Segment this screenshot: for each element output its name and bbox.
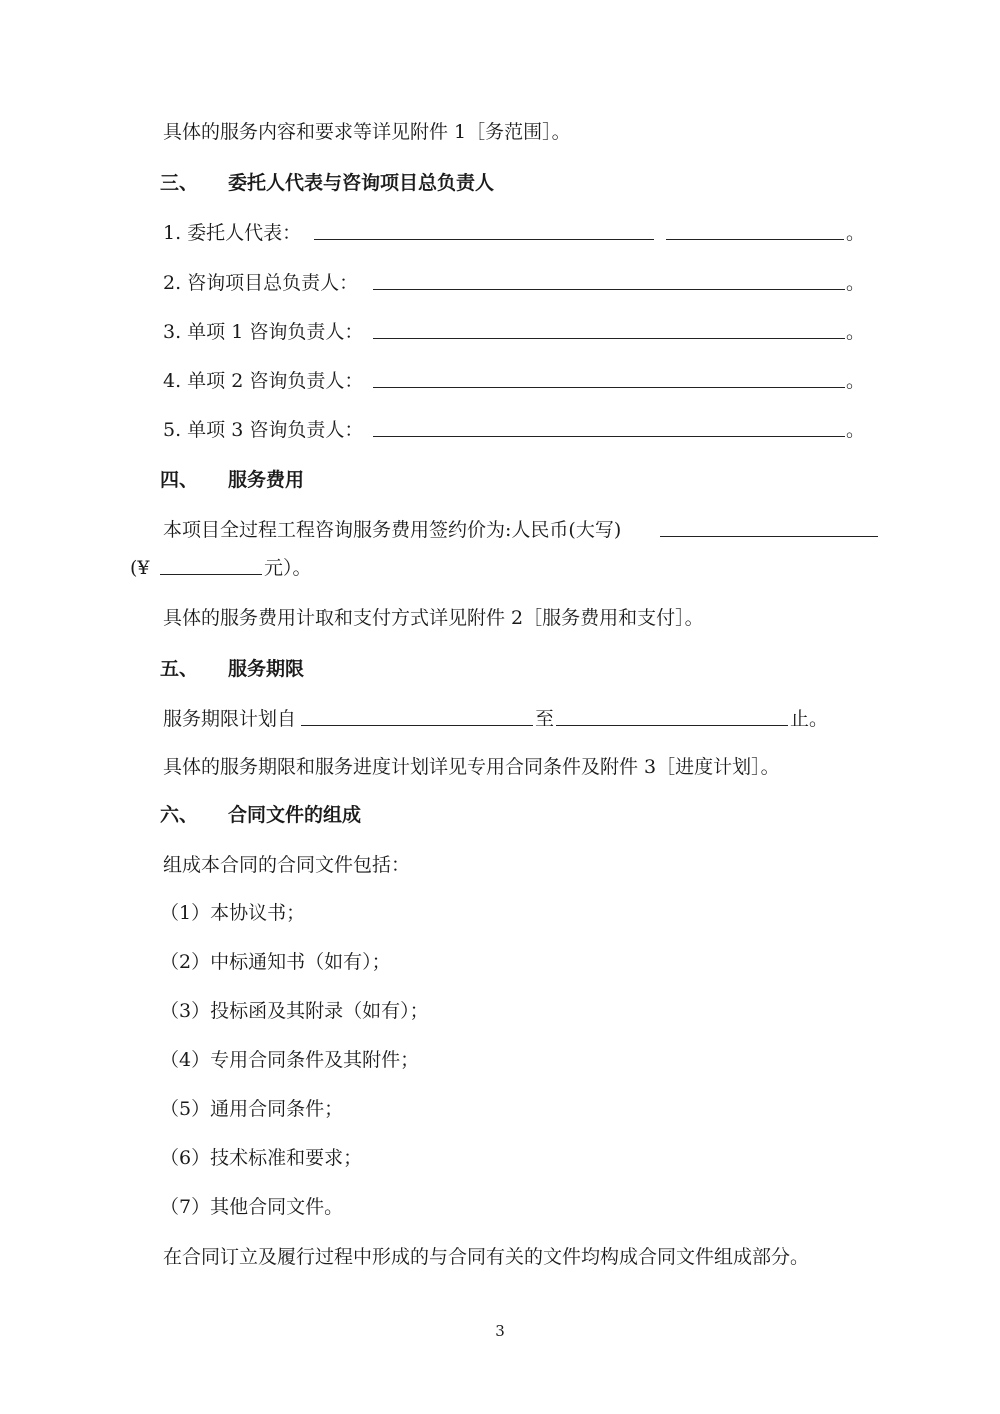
field-label: 4. 单项 2 咨询负责人： — [163, 370, 364, 392]
field-label: 1. 委托人代表： — [163, 222, 302, 244]
list-item — [0, 996, 1000, 1026]
list-item — [0, 898, 1000, 928]
section-6-title: 合同文件的组成 — [228, 804, 362, 826]
closing-text: 在合同订立及履行过程中形成的与合同有关的文件均构成合同文件组成部分。 — [163, 1246, 810, 1268]
list-item — [0, 947, 1000, 977]
period-prefix: 服务期限计划自 — [163, 708, 297, 730]
period-detail-text: 具体的服务期限和服务进度计划详见专用合同条件及附件 3［进度计划］。 — [163, 756, 780, 778]
blank-line — [556, 725, 788, 726]
blank-line — [301, 725, 533, 726]
field-label: 5. 单项 3 咨询负责人： — [163, 419, 364, 441]
closing-paragraph — [0, 1242, 1000, 1272]
section-4-heading — [0, 465, 1000, 495]
field-label: 3. 单项 1 咨询负责人： — [163, 321, 364, 343]
list-item — [0, 415, 1000, 445]
blank-line — [373, 338, 845, 339]
period-paragraph — [0, 704, 1000, 734]
contract-docs-intro — [0, 850, 1000, 880]
list-item — [0, 317, 1000, 347]
service-scope-text: 具体的服务内容和要求等详见附件 1［务范围］。 — [163, 121, 571, 143]
yen-prefix: (¥ — [130, 557, 150, 579]
list-item-text: （4）专用合同条件及其附件； — [160, 1049, 420, 1071]
period-detail-paragraph — [0, 752, 1000, 782]
field-end: 。 — [846, 370, 866, 392]
page-number: 3 — [495, 1322, 505, 1340]
intro-text: 组成本合同的合同文件包括： — [163, 854, 411, 876]
fee-text: 本项目全过程工程咨询服务费用签约价为:人民币(大写) — [163, 519, 622, 541]
section-5-number: 五、 — [160, 658, 199, 680]
list-item — [0, 366, 1000, 396]
blank-line — [160, 574, 262, 575]
service-scope-paragraph — [0, 117, 1000, 147]
blank-line — [660, 536, 878, 537]
section-5-heading — [0, 654, 1000, 684]
fee-yen-line — [0, 553, 1000, 583]
blank-line — [373, 387, 845, 388]
blank-line — [666, 239, 844, 240]
blank-line — [373, 289, 845, 290]
list-item — [0, 1143, 1000, 1173]
field-end: 。 — [846, 321, 866, 343]
list-item — [0, 1045, 1000, 1075]
list-item-text: （7）其他合同文件。 — [160, 1196, 344, 1218]
fee-paragraph — [0, 515, 1000, 545]
blank-line — [314, 239, 654, 240]
field-end: 。 — [846, 272, 866, 294]
list-item-text: （6）技术标准和要求； — [160, 1147, 363, 1169]
section-3-number: 三、 — [160, 172, 199, 194]
period-mid: 至 — [535, 708, 555, 730]
section-3-title: 委托人代表与咨询项目总负责人 — [228, 172, 495, 194]
section-6-number: 六、 — [160, 804, 199, 826]
section-5-title: 服务期限 — [228, 658, 305, 680]
section-4-title: 服务费用 — [228, 469, 305, 491]
yen-suffix: 元）。 — [264, 557, 312, 579]
list-item — [0, 218, 1000, 248]
field-end: 。 — [846, 419, 866, 441]
fee-detail-text: 具体的服务费用计取和支付方式详见附件 2［服务费用和支付］。 — [163, 607, 704, 629]
list-item-text: （1）本协议书； — [160, 902, 306, 924]
section-4-number: 四、 — [160, 469, 199, 491]
fee-detail-paragraph — [0, 603, 1000, 633]
period-end: 止。 — [790, 708, 829, 730]
section-3-heading — [0, 168, 1000, 198]
list-item-text: （2）中标通知书（如有）； — [160, 951, 391, 973]
list-item-text: （5）通用合同条件； — [160, 1098, 344, 1120]
list-item — [0, 268, 1000, 298]
list-item — [0, 1094, 1000, 1124]
blank-line — [373, 436, 845, 437]
field-label: 2. 咨询项目总负责人： — [163, 272, 359, 294]
list-item — [0, 1192, 1000, 1222]
list-item-text: （3）投标函及其附录（如有）； — [160, 1000, 429, 1022]
section-6-heading — [0, 800, 1000, 830]
field-end: 。 — [846, 222, 866, 244]
